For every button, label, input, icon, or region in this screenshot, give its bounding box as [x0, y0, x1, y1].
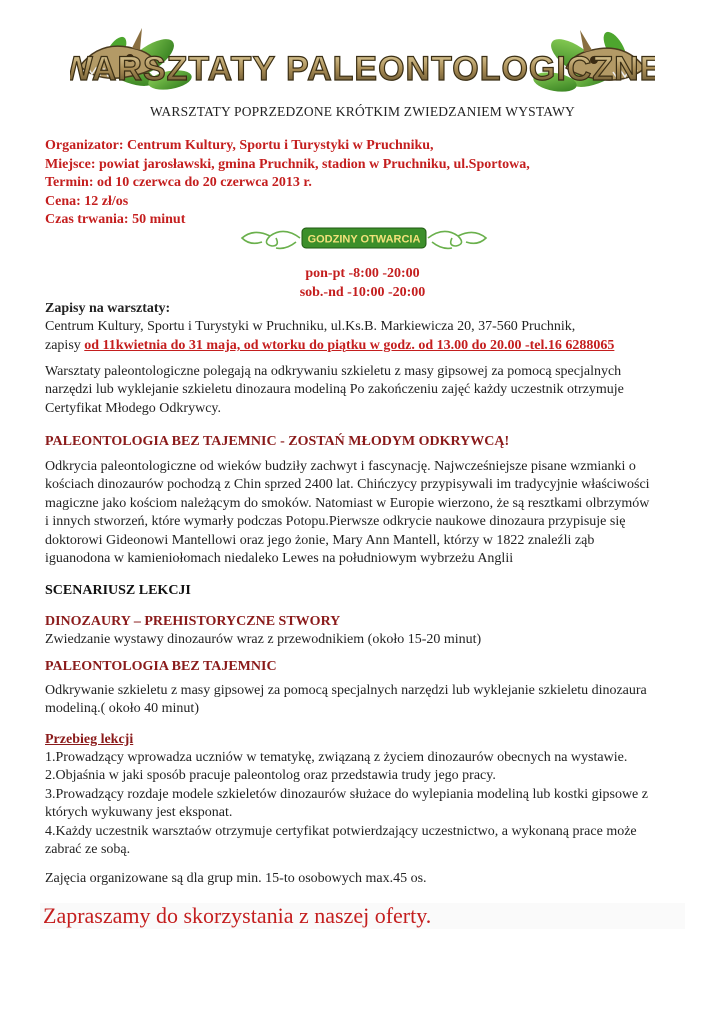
paragraph-line: kościach dinozaurów pochodzą z Chin sprzed 2400 lat. Chińczycy przypisywali im tradycyjnie właściwości	[45, 477, 650, 493]
part2-text	[45, 682, 690, 719]
right-swirl-icon	[428, 231, 486, 248]
place-line: Miejsce: powiat jarosławski, gmina Pruchnik, stadion w Pruchniku, ul.Sportowa,	[45, 156, 530, 172]
paragraph-line: magiczne jako kościom należącym do smoków. Natomiast w Europie wierzono, że są resztkami olbrzymów	[45, 495, 650, 511]
left-swirl-icon	[242, 231, 300, 248]
registration-heading: Zapisy na warsztaty:	[45, 301, 171, 316]
course-step: 1.Prowadzący wprowadza uczniów w tematykę, związaną z życiem dinozaurów obecnych na wystawie.	[45, 750, 628, 765]
section-paragraph	[45, 458, 690, 568]
registration-prefix: zapisy	[45, 337, 85, 353]
organizer-line: Organizator: Centrum Kultury, Sportu i Turystyki w Pruchniku,	[45, 138, 434, 153]
banner-title: WARSZTATY PALEONTOLOGICZNE	[70, 50, 655, 88]
subtitle: WARSZTATY POPRZEDZONE KRÓTKIM ZWIEDZANIEM WYSTAWY	[149, 104, 576, 119]
info-block	[45, 137, 685, 230]
opening-hours-banner	[236, 224, 492, 252]
course-step: 3.Prowadzący rozdaje modele szkieletów dinozaurów służace do wylepiania modeliną lub kostki gipsowe z	[45, 786, 648, 802]
course-step: 2.Objaśnia w jaki sposób pracuje paleontolog oraz przedstawia trudy jego pracy.	[45, 768, 496, 784]
part1-heading: DINOZAURY – PREHISTORYCZNE STWORY	[45, 614, 341, 629]
section-heading: PALEONTOLOGIA BEZ TAJEMNIC - ZOSTAŃ MŁODYM ODKRYWCĄ!	[45, 434, 510, 449]
hours-banner-label: GODZINY OTWARCIA	[307, 233, 421, 246]
title-banner-graphic	[70, 18, 655, 104]
hours-weekdays: pon-pt -8:00 -20:00	[305, 266, 420, 281]
groups-note: Zajęcia organizowane są dla grup min. 15-to osobowych max.45 os.	[45, 871, 427, 886]
paragraph-line: i innych stworzeń, które wymarły podczas Potopu.Pierwsze odkrycie naukowe dinozaura przypisuje się	[45, 514, 626, 530]
registration-address: Centrum Kultury, Sportu i Turystyki w Pruchniku, ul.Ks.B. Markiewicza 20, 37-560 Pruchnik,	[45, 319, 576, 335]
closing-invitation: Zapraszamy do skorzystania z naszej oferty.	[40, 903, 685, 929]
paragraph-line: doktorowi Gideonowi Mantellowi oraz jego żonie, Mary Ann Mantell, którzy w 1822 znaleźli ząb	[45, 532, 595, 548]
course-step: których wykuwany jest eksponat.	[45, 805, 233, 821]
course-heading: Przebieg lekcji	[45, 732, 134, 747]
part1-text: Zwiedzanie wystawy dinozaurów wraz z przewodnikiem (około 15-20 minut)	[45, 632, 482, 647]
registration-details-line	[45, 337, 690, 355]
course-step: 4.Każdy uczestnik warsztaów otrzymuje certyfikat potwierdzający uczestnictwo, a wykonaną prace może	[45, 823, 637, 839]
hours-weekend: sob.-nd -10:00 -20:00	[299, 284, 426, 300]
paragraph-line: modeliną.( około 40 minut)	[45, 701, 199, 717]
paragraph-line: iguanodona w kamieniołomach niedaleko Lewes na południowym wybrzeżu Anglii	[45, 551, 514, 567]
term-line: Termin: od 10 czerwca do 20 czerwca 2013 r.	[45, 175, 312, 191]
intro-paragraph	[45, 363, 690, 418]
course-steps	[45, 749, 690, 859]
price-line: Cena: 12 zł/os	[45, 193, 129, 209]
part2-heading: PALEONTOLOGIA BEZ TAJEMNIC	[45, 659, 277, 674]
intro-line: Warsztaty paleontologiczne polegają na odkrywaniu szkieletu z masy gipsowej za pomocą specjalnych	[45, 364, 622, 379]
registration-details: od 11kwietnia do 31 maja, od wtorku do piątku w godz. od 13.00 do 20.00 -tel.16 6288065	[84, 337, 615, 353]
opening-hours	[0, 265, 725, 302]
duration-line: Czas trwania: 50 minut	[45, 212, 186, 228]
ornament-graphic	[236, 224, 492, 252]
intro-line: Certyfikat Młodego Odkrywcy.	[45, 400, 221, 416]
title-banner	[70, 18, 655, 104]
registration-block	[45, 300, 690, 355]
paragraph-line: Odkrycia paleontologiczne od wieków budziły zachwyt i fascynację. Najwcześniejsze pisane wzmianki o	[45, 459, 636, 474]
course-step: zabrać ze sobą.	[45, 842, 131, 858]
intro-line: narzędzi lub wyklejanie szkieletu dinozaura modeliną Po zakończeniu zajęć każdy uczestnik otrzymuje	[45, 382, 624, 398]
paragraph-line: Odkrywanie szkieletu z masy gipsowej za pomocą specjalnych narzędzi lub wyklejanie szkieletu dinozaura	[45, 683, 647, 698]
scenario-heading: SCENARIUSZ LEKCJI	[45, 583, 191, 598]
